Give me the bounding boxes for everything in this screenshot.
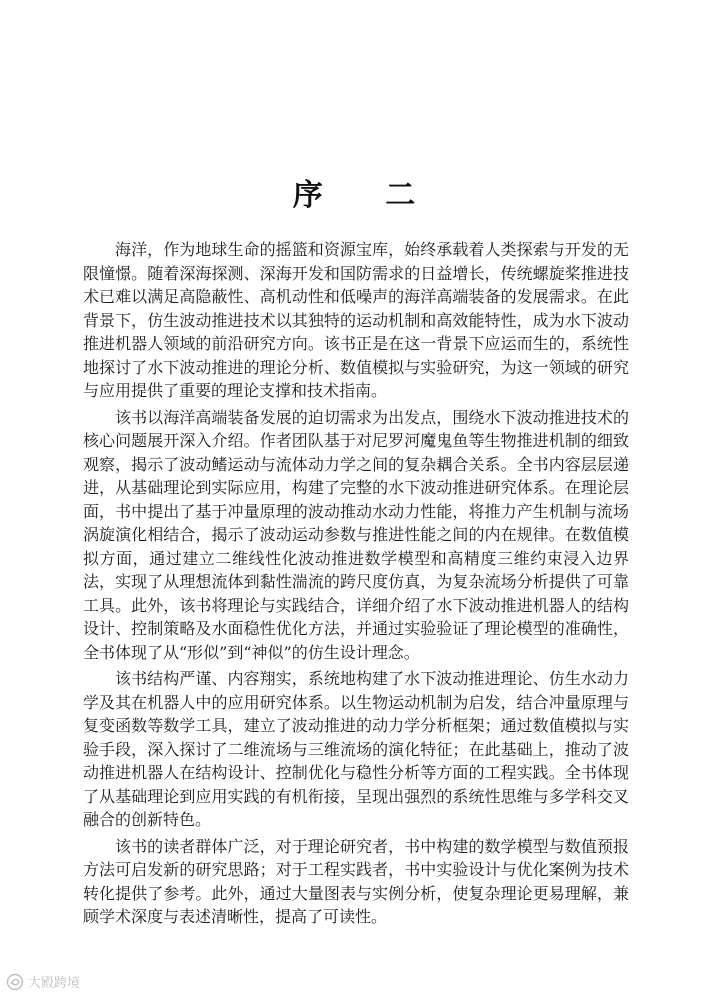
page-title: 序 二: [292, 178, 442, 213]
swirl-logo-icon: [6, 973, 24, 991]
watermark: [6, 972, 80, 991]
preface-body: [83, 238, 629, 929]
paragraph-1: 海洋，作为地球生命的摇篮和资源宝库，始终承载着人类探索与开发的无限憧憬。随着深海探测、深海开发和国防需求的日益增长，传统螺旋桨推进技术已难以满足高隐蔽性、高机动性和低噪声的海洋高端装备的发展需求。在此背景下，仿生波动推进技术以其独特的运动机制和高效能特性，成为水下波动推进机器人领域的前沿研究方向。该书正是在这一背景下应运而生的，系统性地探讨了水下波动推进的理论分析、数值模拟与实验研究，为这一领域的研究与应用提供了重要的理论支撑和技术指南。: [83, 240, 629, 400]
paragraph-4: 该书的读者群体广泛，对于理论研究者，书中构建的数学模型与数值预报方法可启发新的研究思路；对于工程实践者，书中实验设计与优化案例为技术转化提供了参考。此外，通过大量图表与实例分析，使复杂理论更易理解，兼顾学术深度与表述清晰性，提高了可读性。: [83, 836, 629, 926]
watermark-text: 大殿跨境: [28, 976, 81, 991]
paragraph-2: 该书以海洋高端装备发展的迫切需求为出发点，围绕水下波动推进技术的核心问题展开深入介绍。作者团队基于对尼罗河魔鬼鱼等生物推进机制的细致观察，揭示了波动鳍运动与流体动力学之间的复杂耦合关系。全书内容层层递进，从基础理论到实际应用，构建了完整的水下波动推进研究体系。在理论层面，书中提出了基于冲量原理的波动推动水动力性能，将推力产生机制与流场涡旋演化相结合，揭示了波动运动参数与推进性能之间的内在规律。在数值模拟方面，通过建立二维线性化波动推进数学模型和高精度三维约束浸入边界法，实现了从理想流体到黏性湍流的跨尺度仿真，为复杂流场分析提供了可靠工具。此外，该书将理论与实践结合，详细介绍了水下波动推进机器人的结构设计、控制策略及水面稳性优化方法，并通过实验验证了理论模型的准确性，全书体现了从“形似”到“神似”的仿生设计理念。: [83, 407, 629, 662]
paragraph-3: 该书结构严谨、内容翔实，系统地构建了水下波动推进理论、仿生水动力学及其在机器人中的应用研究体系。以生物运动机制为启发，结合冲量原理与复变函数等数学工具，建立了波动推进的动力学分析框架；通过数值模拟与实验手段，深入探讨了二维流场与三维流场的演化特征；在此基础上，推动了波动推进机器人在结构设计、控制优化与稳性分析等方面的工程实践。全书体现了从基础理论到应用实践的有机衔接，呈现出强烈的系统性思维与多学科交叉融合的创新特色。: [83, 669, 629, 829]
